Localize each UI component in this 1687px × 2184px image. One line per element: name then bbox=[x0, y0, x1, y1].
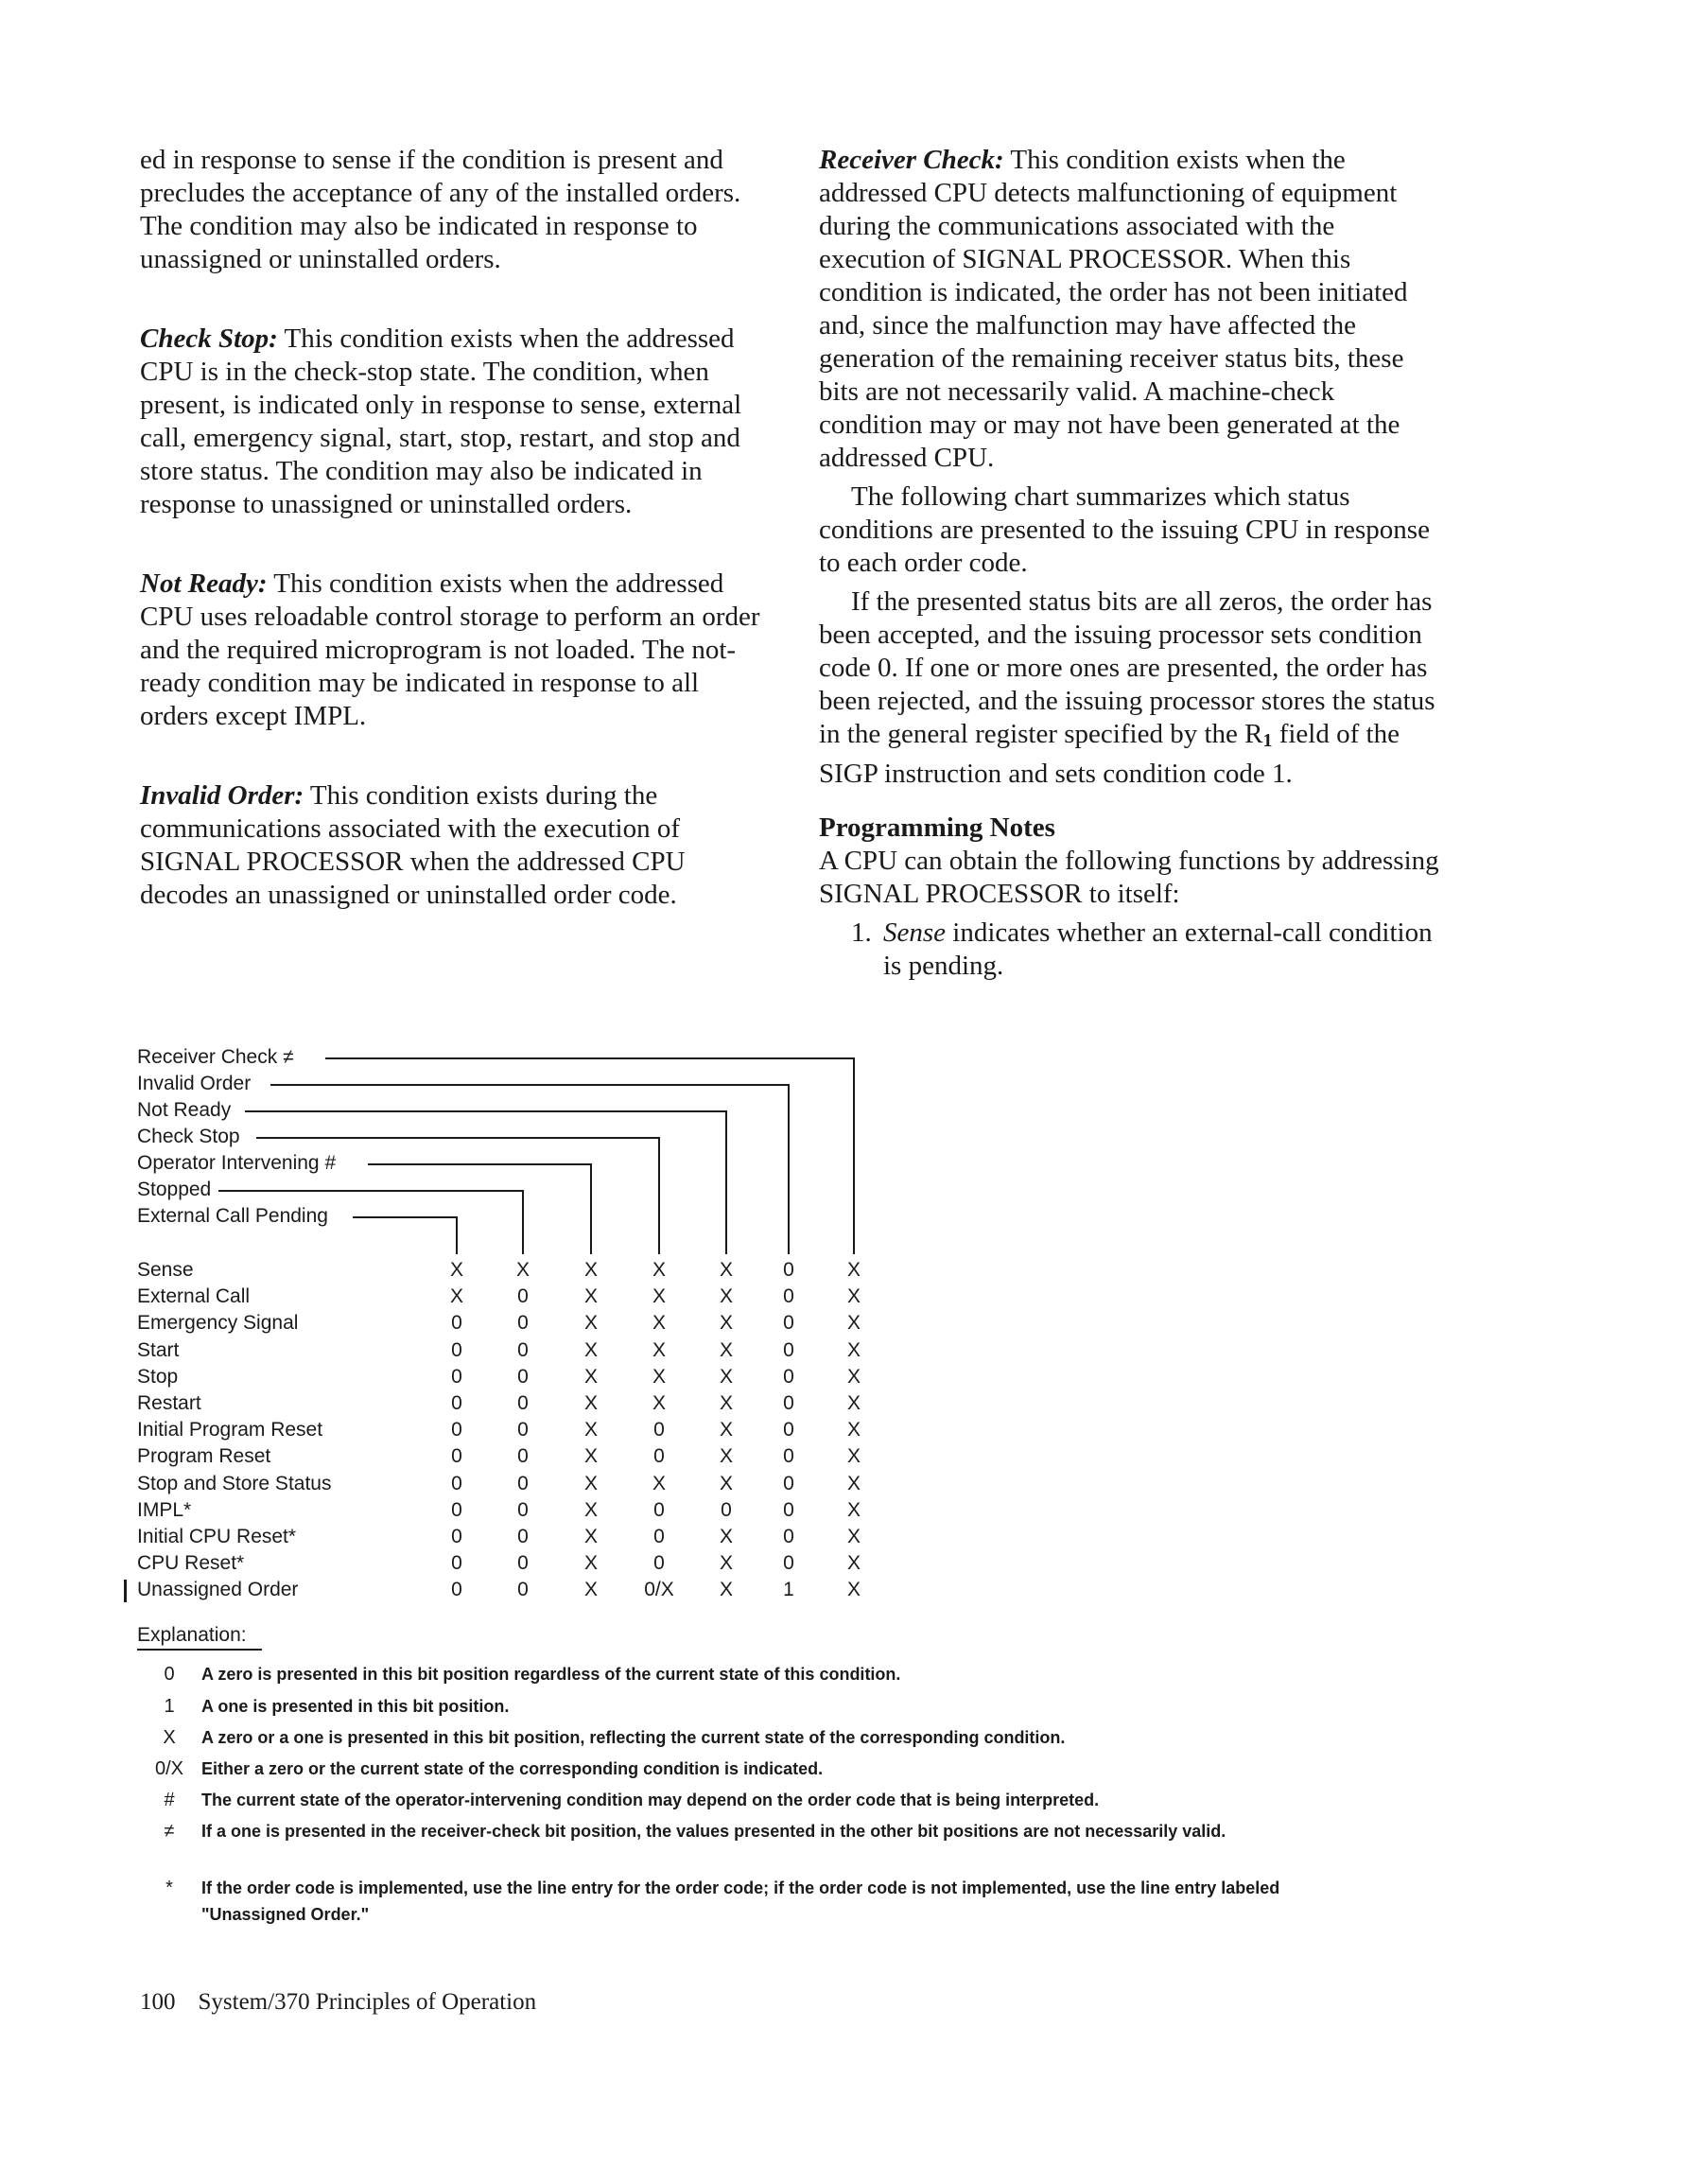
receiver-check-term: Receiver Check: bbox=[819, 145, 1004, 175]
condition-label: External Call Pending bbox=[137, 1205, 328, 1227]
status-cell: 0 bbox=[451, 1338, 462, 1361]
status-cell: X bbox=[583, 1445, 598, 1468]
status-cell: 0 bbox=[451, 1579, 462, 1601]
status-bits-text-2: field of the SIGP instruction and sets condition code 1. bbox=[819, 719, 1400, 789]
status-cell: X bbox=[846, 1392, 861, 1414]
status-cell: X bbox=[583, 1472, 598, 1494]
page-footer bbox=[140, 1988, 536, 2017]
status-cell: X bbox=[719, 1312, 733, 1335]
explanation-symbol: X bbox=[163, 1727, 176, 1748]
status-cell: 0 bbox=[517, 1445, 529, 1468]
status-cell: X bbox=[719, 1526, 733, 1547]
order-label: Program Reset bbox=[137, 1445, 271, 1468]
status-cell: 0 bbox=[653, 1552, 665, 1575]
order-label: Restart bbox=[137, 1392, 201, 1414]
status-cell: X bbox=[583, 1498, 598, 1521]
explanation-title: Explanation: bbox=[137, 1624, 247, 1646]
condition-label: Invalid Order bbox=[137, 1073, 252, 1094]
status-cell: X bbox=[719, 1445, 733, 1468]
condition-label: Stopped bbox=[137, 1179, 212, 1200]
order-label: Unassigned Order bbox=[137, 1579, 299, 1601]
status-cell: 0 bbox=[451, 1552, 462, 1575]
status-cell: X bbox=[583, 1419, 598, 1441]
order-label: Sense bbox=[137, 1259, 194, 1281]
status-cell: X bbox=[846, 1259, 861, 1281]
status-cell: X bbox=[719, 1259, 733, 1281]
status-cell: X bbox=[846, 1365, 861, 1388]
explanation-symbol: 0/X bbox=[154, 1758, 184, 1779]
status-cell: 0/X bbox=[644, 1579, 674, 1601]
status-bits-text-1: If the presented status bits are all zeros, the order has been accepted, and the issuing processor sets condition code 0. If one or more ones are presented, the order has been rejected, and the issuing processor stores the status in the general register specified by the R bbox=[819, 586, 1435, 749]
explanation-symbol: 1 bbox=[164, 1696, 175, 1717]
list-item bbox=[819, 917, 1443, 983]
status-cell: 0 bbox=[451, 1419, 462, 1441]
explanation-symbol: 0 bbox=[164, 1664, 175, 1685]
status-chart bbox=[137, 1045, 1272, 1613]
invalid-order-term: Invalid Order: bbox=[140, 780, 304, 811]
status-cell: X bbox=[652, 1338, 666, 1361]
status-cell: 0 bbox=[783, 1338, 794, 1361]
order-label: Initial Program Reset bbox=[137, 1419, 323, 1441]
status-cell: X bbox=[846, 1579, 861, 1601]
status-cell: 0 bbox=[783, 1312, 794, 1335]
status-cell: 0 bbox=[721, 1498, 732, 1521]
explanation-text: The current state of the operator-intervening condition may depend on the order code that is being interpreted. bbox=[201, 1791, 1100, 1809]
status-cell: 0 bbox=[783, 1526, 794, 1547]
condition-label: Receiver Check ≠ bbox=[137, 1046, 294, 1068]
status-cell: X bbox=[449, 1285, 463, 1308]
right-column bbox=[819, 144, 1443, 983]
not-ready-term: Not Ready: bbox=[140, 568, 268, 599]
status-cell: X bbox=[583, 1579, 598, 1601]
status-cell: 0 bbox=[451, 1498, 462, 1521]
status-cell: X bbox=[846, 1526, 861, 1547]
status-cell: 0 bbox=[783, 1552, 794, 1575]
explanation-text: Either a zero or the current state of the corresponding condition is indicated. bbox=[201, 1759, 824, 1778]
status-cell: X bbox=[719, 1552, 733, 1575]
explanation-underline bbox=[137, 1649, 262, 1651]
status-cell: 0 bbox=[783, 1392, 794, 1414]
status-cell: X bbox=[719, 1419, 733, 1441]
check-stop-term: Check Stop: bbox=[140, 323, 278, 354]
status-cell: X bbox=[846, 1498, 861, 1521]
chart-intro-paragraph: The following chart summarizes which status conditions are presented to the issuing CPU in response to each order code. bbox=[819, 481, 1430, 578]
status-cell: X bbox=[846, 1419, 861, 1441]
list-item-text: indicates whether an external-call condition is pending. bbox=[883, 917, 1433, 981]
explanation-symbol: ≠ bbox=[164, 1821, 175, 1842]
status-cell: X bbox=[846, 1472, 861, 1494]
status-cell: X bbox=[846, 1312, 861, 1335]
status-cell: X bbox=[652, 1312, 666, 1335]
status-cell: 0 bbox=[451, 1526, 462, 1547]
condition-label: Check Stop bbox=[137, 1126, 240, 1147]
order-label: Stop and Store Status bbox=[137, 1472, 332, 1494]
check-stop-paragraph bbox=[140, 323, 764, 521]
status-cell: X bbox=[583, 1259, 598, 1281]
status-cell: 0 bbox=[517, 1312, 529, 1335]
status-cell: X bbox=[449, 1259, 463, 1281]
page-number: 100 bbox=[140, 1989, 176, 2015]
status-cell: X bbox=[583, 1365, 598, 1388]
order-label: Stop bbox=[137, 1365, 179, 1388]
list-item-number: 1. bbox=[851, 917, 872, 948]
left-column bbox=[140, 144, 764, 958]
status-cell: 0 bbox=[517, 1392, 529, 1414]
explanation-symbol: # bbox=[164, 1790, 175, 1810]
status-cell: X bbox=[652, 1259, 666, 1281]
receiver-check-text: This condition exists when the addressed CPU detects malfunctioning of equipment during the communications associated with the execution of SIGNAL PROCESSOR. When this condition is indicated, the order has not been initiated and, since the malfunction may have affected the generation of the remaining receiver status bits, these bits are not necessarily valid. A machine-check condition may or may not have been generated at the addressed CPU. bbox=[819, 145, 1408, 473]
status-cell: X bbox=[652, 1285, 666, 1308]
not-ready-paragraph bbox=[140, 568, 764, 733]
status-cell: 0 bbox=[517, 1526, 529, 1547]
status-cell: X bbox=[583, 1552, 598, 1575]
status-cell: 0 bbox=[451, 1312, 462, 1335]
condition-label: Operator Intervening # bbox=[137, 1152, 337, 1174]
not-ready-text: This condition exists when the addressed CPU uses reloadable control storage to perform an order and the required microprogram is not loaded. The not-ready condition may be indicated in response to all orders except IMPL. bbox=[140, 568, 760, 731]
status-cell: 0 bbox=[653, 1498, 665, 1521]
status-cell: 0 bbox=[783, 1445, 794, 1468]
status-cell: 0 bbox=[783, 1285, 794, 1308]
status-cell: 0 bbox=[517, 1419, 529, 1441]
status-cell: X bbox=[719, 1285, 733, 1308]
explanation-text: A one is presented in this bit position. bbox=[201, 1697, 510, 1716]
status-cell: X bbox=[719, 1392, 733, 1414]
status-cell: X bbox=[583, 1526, 598, 1547]
status-cell: X bbox=[652, 1392, 666, 1414]
status-cell: X bbox=[719, 1338, 733, 1361]
status-cell: X bbox=[583, 1338, 598, 1361]
status-cell: 0 bbox=[517, 1579, 529, 1601]
status-cell: 0 bbox=[783, 1419, 794, 1441]
paragraph-continuation: ed in response to sense if the condition is present and precludes the acceptance of any of the installed orders. The condition may also be indicated in response to unassigned or uninstalled orders. bbox=[140, 145, 741, 274]
invalid-order-text: This condition exists during the communications associated with the execution of SIGNAL PROCESSOR when the addressed CPU decodes an unassigned or uninstalled order code. bbox=[140, 780, 686, 910]
status-cell: X bbox=[719, 1365, 733, 1388]
status-cell: 0 bbox=[783, 1498, 794, 1521]
programming-notes-intro: A CPU can obtain the following functions by addressing SIGNAL PROCESSOR to itself: bbox=[819, 846, 1439, 909]
status-cell: X bbox=[583, 1285, 598, 1308]
check-stop-text: This condition exists when the addressed CPU is in the check-stop state. The condition, when present, is indicated only in response to sense, external call, emergency signal, start, stop, restart, and stop and store status. The condition may also be indicated in response to unassigned or uninstalled orders. bbox=[140, 323, 742, 519]
order-label: CPU Reset* bbox=[137, 1552, 245, 1575]
programming-notes-heading: Programming Notes bbox=[819, 812, 1055, 843]
order-label: Start bbox=[137, 1338, 180, 1361]
order-label: Emergency Signal bbox=[137, 1312, 299, 1335]
explanation-text: If a one is presented in the receiver-check bit position, the values presented in the other bit positions are not necessarily valid. bbox=[201, 1822, 1226, 1841]
status-cell: X bbox=[719, 1579, 733, 1601]
status-cell: X bbox=[846, 1552, 861, 1575]
status-cell: X bbox=[652, 1472, 666, 1494]
order-label: IMPL* bbox=[137, 1498, 192, 1521]
status-cell: X bbox=[583, 1312, 598, 1335]
status-cell: X bbox=[846, 1285, 861, 1308]
status-cell: 1 bbox=[783, 1579, 794, 1601]
status-cell: X bbox=[515, 1259, 530, 1281]
status-cell: 0 bbox=[653, 1526, 665, 1547]
status-cell: 0 bbox=[783, 1472, 794, 1494]
status-cell: 0 bbox=[783, 1365, 794, 1388]
receiver-check-paragraph bbox=[819, 144, 1443, 475]
status-bits-paragraph bbox=[819, 585, 1443, 791]
status-cell: 0 bbox=[653, 1445, 665, 1468]
status-cell: 0 bbox=[517, 1365, 529, 1388]
explanation-text: If the order code is implemented, use the line entry for the order code; if the order code is not implemented, use the line entry labeled "Unassigned Order." bbox=[201, 1878, 1280, 1924]
r1-subscript: 1 bbox=[1262, 730, 1273, 751]
footer-title: System/370 Principles of Operation bbox=[198, 1989, 537, 2015]
order-label: External Call bbox=[137, 1285, 251, 1308]
explanation-symbol: * bbox=[165, 1878, 173, 1898]
invalid-order-paragraph bbox=[140, 779, 764, 912]
status-cell: 0 bbox=[451, 1445, 462, 1468]
order-label: Initial CPU Reset* bbox=[137, 1526, 297, 1547]
condition-label: Not Ready bbox=[137, 1099, 232, 1121]
status-cell: 0 bbox=[451, 1365, 462, 1388]
status-cell: 0 bbox=[517, 1285, 529, 1308]
explanation-text: A zero or a one is presented in this bit position, reflecting the current state of the corresponding condition. bbox=[201, 1728, 1066, 1747]
status-cell: X bbox=[652, 1365, 666, 1388]
status-cell: 0 bbox=[653, 1419, 665, 1441]
status-cell: 0 bbox=[783, 1259, 794, 1281]
status-cell: 0 bbox=[451, 1392, 462, 1414]
status-cell: 0 bbox=[451, 1472, 462, 1494]
status-cell: 0 bbox=[517, 1552, 529, 1575]
status-cell: X bbox=[583, 1392, 598, 1414]
status-cell: X bbox=[719, 1472, 733, 1494]
status-cell: X bbox=[846, 1338, 861, 1361]
status-cell: 0 bbox=[517, 1472, 529, 1494]
explanation-text: A zero is presented in this bit position regardless of the current state of this condition. bbox=[201, 1665, 901, 1684]
status-cell: 0 bbox=[517, 1498, 529, 1521]
status-cell: 0 bbox=[517, 1338, 529, 1361]
list-item-term: Sense bbox=[883, 917, 947, 948]
status-cell: X bbox=[846, 1445, 861, 1468]
revision-bar bbox=[124, 1580, 127, 1602]
